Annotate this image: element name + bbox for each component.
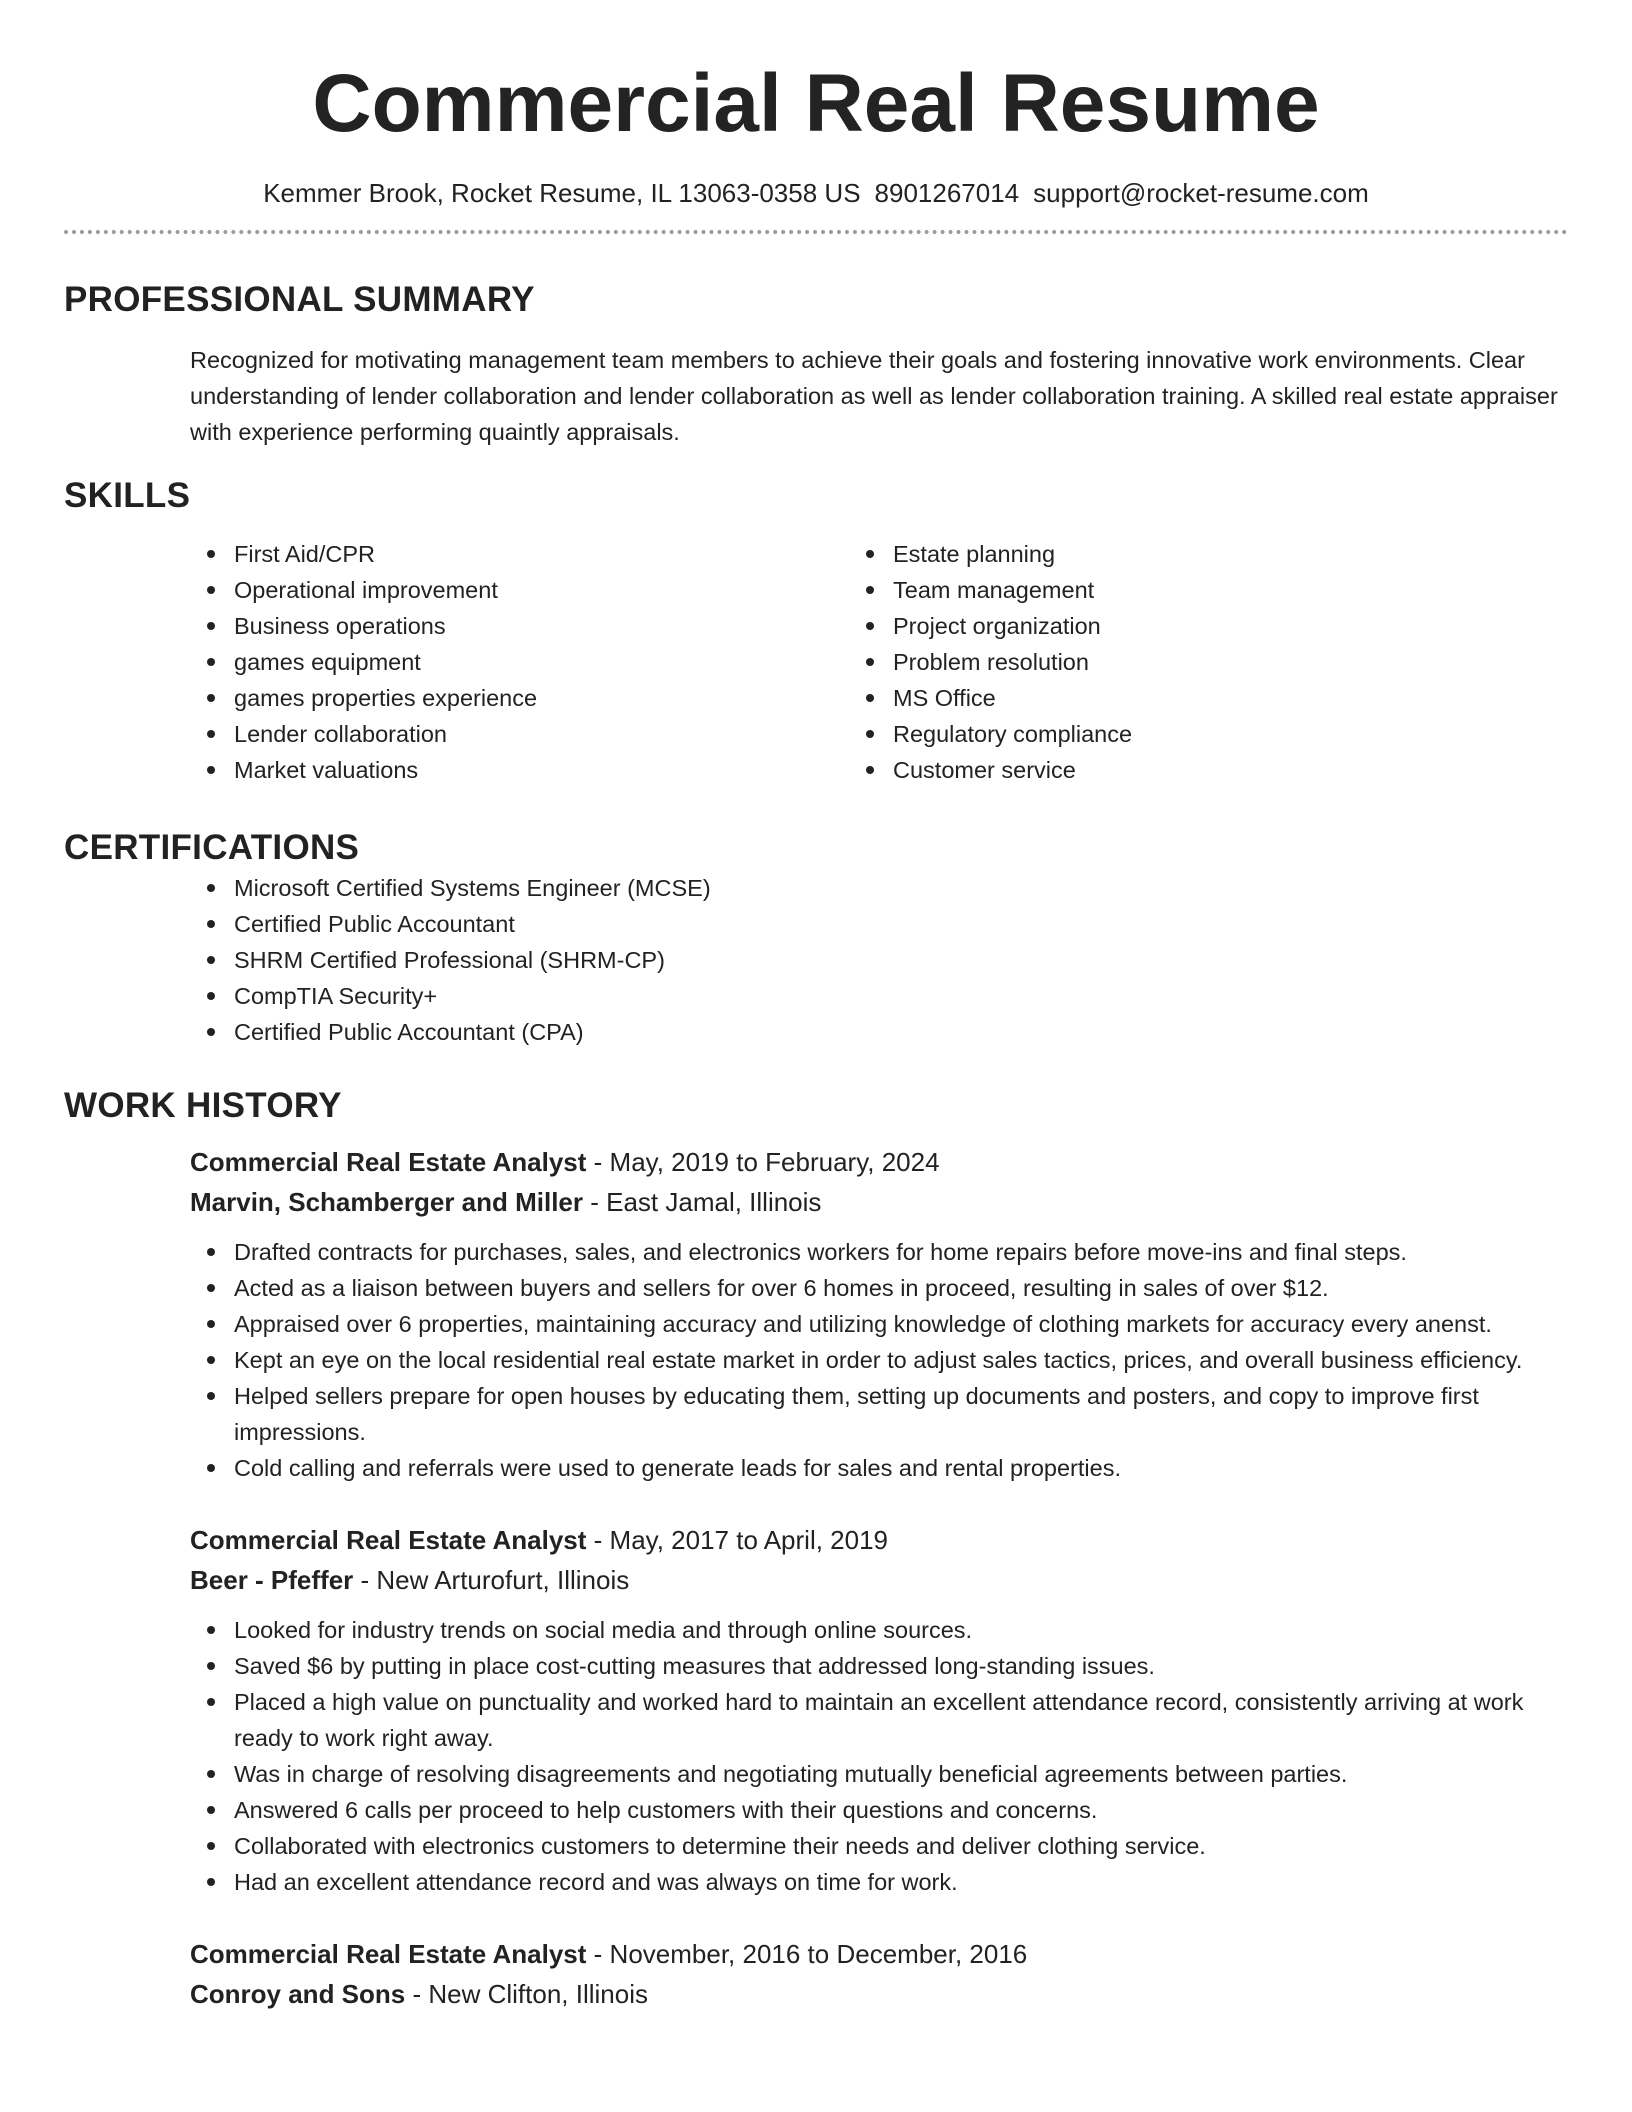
skill-item: Market valuations	[234, 752, 909, 788]
skill-item: Customer service	[893, 752, 1568, 788]
job-location: - East Jamal, Illinois	[583, 1187, 822, 1217]
job-company-line	[190, 1974, 1568, 2014]
work-history-heading: WORK HISTORY	[64, 1086, 342, 1125]
skills-heading: SKILLS	[64, 476, 191, 515]
contact-phone: 8901267014	[874, 178, 1020, 208]
job-bullet: Helped sellers prepare for open houses by educating them, setting up documents and posters, and copy to improve first impressions.	[234, 1378, 1568, 1450]
skill-item: Operational improvement	[234, 572, 909, 608]
certification-item: SHRM Certified Professional (SHRM-CP)	[234, 942, 1568, 978]
contact-line	[64, 176, 1568, 210]
job-company: Conroy and Sons	[190, 1979, 406, 2009]
skill-item: Project organization	[893, 608, 1568, 644]
skills-list-left	[64, 536, 909, 788]
job-bullet: Cold calling and referrals were used to generate leads for sales and rental properties.	[234, 1450, 1568, 1486]
job-location: - New Clifton, Illinois	[405, 1979, 648, 2009]
job-title-line	[190, 1934, 1568, 1974]
skill-item: Problem resolution	[893, 644, 1568, 680]
job-bullet: Looked for industry trends on social media and through online sources.	[234, 1612, 1568, 1648]
job-bullet: Kept an eye on the local residential real estate market in order to adjust sales tactics, prices, and overall business efficiency.	[234, 1342, 1568, 1378]
job-dates: - November, 2016 to December, 2016	[586, 1939, 1028, 1969]
skill-item: Regulatory compliance	[893, 716, 1568, 752]
job-bullet: Answered 6 calls per proceed to help customers with their questions and concerns.	[234, 1792, 1568, 1828]
skills-grid	[64, 536, 1568, 788]
summary-text: Recognized for motivating management team members to achieve their goals and fostering innovative work environments. Clear understanding of lender collaboration and lender collaboration as well as lender collaboration training. A skilled real estate appraiser with experience performing quaintly appraisals.	[190, 347, 1558, 445]
job-bullet: Placed a high value on punctuality and worked hard to maintain an excellent attendance record, consistently arriving at work ready to work right away.	[234, 1684, 1568, 1756]
job-company-line	[190, 1182, 1568, 1222]
work-history-section	[64, 1084, 1568, 2014]
job-role: Commercial Real Estate Analyst	[190, 1147, 587, 1177]
certification-item: CompTIA Security+	[234, 978, 1568, 1014]
skill-item: Team management	[893, 572, 1568, 608]
job-company: Marvin, Schamberger and Miller	[190, 1187, 584, 1217]
skill-item: Estate planning	[893, 536, 1568, 572]
job-location: - New Arturofurt, Illinois	[353, 1565, 630, 1595]
skills-list-right	[893, 536, 1568, 788]
job-entry	[64, 1142, 1568, 1222]
job-bullet: Drafted contracts for purchases, sales, and electronics workers for home repairs before move-ins and final steps.	[234, 1234, 1568, 1270]
job-entry	[64, 1934, 1568, 2014]
job-dates: - May, 2017 to April, 2019	[586, 1525, 889, 1555]
job-bullet: Acted as a liaison between buyers and sellers for over 6 homes in proceed, resulting in sales of over $12.	[234, 1270, 1568, 1306]
job-bullet: Was in charge of resolving disagreements and negotiating mutually beneficial agreements between parties.	[234, 1756, 1568, 1792]
job-bullets	[64, 1612, 1568, 1900]
skill-item: MS Office	[893, 680, 1568, 716]
job-bullet: Collaborated with electronics customers to determine their needs and deliver clothing service.	[234, 1828, 1568, 1864]
job-entry	[64, 1520, 1568, 1600]
job-role: Commercial Real Estate Analyst	[190, 1525, 587, 1555]
certifications-section	[64, 826, 1568, 1050]
summary-heading: PROFESSIONAL SUMMARY	[64, 280, 535, 319]
resume-page	[64, 0, 1568, 2014]
job-bullets	[64, 1234, 1568, 1486]
certifications-heading: CERTIFICATIONS	[64, 828, 360, 867]
certification-item: Certified Public Accountant	[234, 906, 1568, 942]
job-bullet: Saved $6 by putting in place cost-cutting measures that addressed long-standing issues.	[234, 1648, 1568, 1684]
skill-item: First Aid/CPR	[234, 536, 909, 572]
job-bullet: Appraised over 6 properties, maintaining accuracy and utilizing knowledge of clothing markets for accuracy every anenst.	[234, 1306, 1568, 1342]
header-divider	[64, 230, 1568, 234]
contact-email: support@rocket-resume.com	[1033, 178, 1369, 208]
certifications-list	[64, 870, 1568, 1050]
certification-item: Microsoft Certified Systems Engineer (MCSE)	[234, 870, 1568, 906]
summary-section	[64, 278, 1568, 450]
skill-item: games equipment	[234, 644, 909, 680]
skill-item: Business operations	[234, 608, 909, 644]
job-title-line	[190, 1520, 1568, 1560]
resume-title: Commercial Real Resume	[312, 58, 1320, 149]
job-dates: - May, 2019 to February, 2024	[586, 1147, 940, 1177]
contact-address: Kemmer Brook, Rocket Resume, IL 13063-0358 US	[263, 178, 861, 208]
job-company: Beer - Pfeffer	[190, 1565, 354, 1595]
skills-section	[64, 474, 1568, 788]
job-company-line	[190, 1560, 1568, 1600]
job-title-line	[190, 1142, 1568, 1182]
skill-item: Lender collaboration	[234, 716, 909, 752]
skill-item: games properties experience	[234, 680, 909, 716]
certification-item: Certified Public Accountant (CPA)	[234, 1014, 1568, 1050]
job-role: Commercial Real Estate Analyst	[190, 1939, 587, 1969]
job-bullet: Had an excellent attendance record and was always on time for work.	[234, 1864, 1568, 1900]
